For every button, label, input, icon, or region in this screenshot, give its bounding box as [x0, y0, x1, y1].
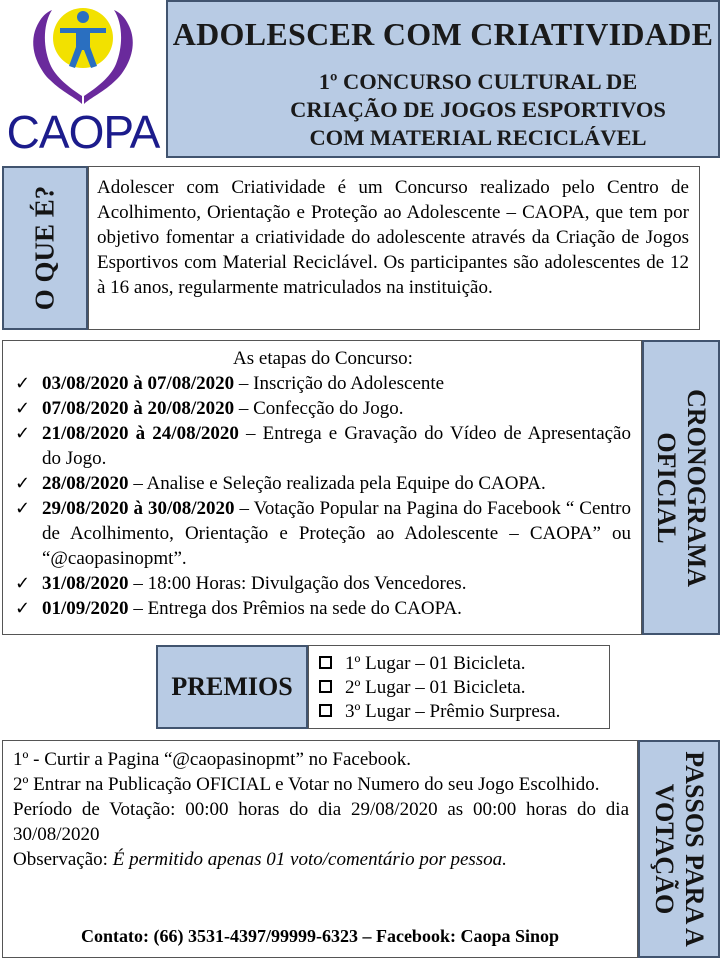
item-dates: 01/09/2020 [42, 598, 129, 619]
checkmark-icon: ✓ [15, 498, 31, 519]
item-desc: – Votação Popular na Pagina do Facebook “ Centro de Acolhimento, Orientação e Proteção ao Adolescente – CAOPA” ou “@caopasinopmt”. [42, 498, 631, 569]
item-desc: – Analise e Seleção realizada pela Equipe do CAOPA. [128, 473, 546, 494]
checkbox-icon [319, 656, 332, 669]
passos-label-text: PASSOS PARA A VOTAÇÃO [650, 751, 709, 947]
oque-section-label [2, 166, 88, 330]
list-item [15, 571, 631, 596]
cronograma-section-label [642, 340, 720, 635]
list-item [15, 471, 631, 496]
passos-section-label [638, 740, 720, 958]
contact-info: Contato: (66) 3531-4397/99999-6323 – Facebook: Caopa Sinop [80, 926, 559, 946]
list-item [15, 421, 631, 471]
header-banner [166, 0, 720, 158]
list-item [317, 652, 609, 676]
item-dates: 07/08/2020 à 20/08/2020 [42, 398, 235, 419]
item-desc: – Confecção do Jogo. [234, 398, 404, 419]
step-2: 2º Entrar na Publicação OFICIAL e Votar no Numero do seu Jogo Escolhido. [13, 774, 600, 795]
page-subtitle [278, 68, 678, 152]
item-dates: 03/08/2020 à 07/08/2020 [42, 373, 235, 394]
step-1: 1º - Curtir a Pagina “@caopasinopmt” no Facebook. [13, 749, 412, 770]
checkmark-icon: ✓ [15, 473, 31, 494]
logo-wordmark: CAOPA [6, 106, 160, 158]
hands-figure-icon [0, 0, 166, 112]
checkmark-icon: ✓ [15, 423, 31, 444]
item-dates: 21/08/2020 à 24/08/2020 [42, 423, 239, 444]
list-item [15, 496, 631, 571]
checkmark-icon: ✓ [15, 598, 31, 619]
item-desc: – Inscrição do Adolescente [234, 373, 445, 394]
list-item [15, 396, 631, 421]
oque-section-body [88, 166, 700, 330]
prize-text: 3º Lugar – Prêmio Surpresa. [345, 701, 561, 722]
oque-label-text: O QUE É? [29, 185, 60, 311]
observation [13, 847, 629, 872]
cronograma-section-body [2, 340, 642, 635]
list-item [317, 676, 609, 700]
passos-section-body [2, 740, 638, 958]
cronograma-list [15, 371, 631, 621]
item-dates: 29/08/2020 à 30/08/2020 [42, 498, 235, 519]
subtitle-line: COM MATERIAL RECICLÁVEL [309, 125, 647, 150]
observation-label: Observação: [13, 849, 113, 870]
cronograma-label-text: CRONOGRAMA OFICIAL [652, 388, 711, 587]
observation-text: É permitido apenas 01 voto/comentário por pessoa. [112, 849, 507, 870]
cronograma-heading: As etapas do Concurso: [233, 348, 413, 369]
prize-text: 2º Lugar – 01 Bicicleta. [345, 677, 526, 698]
caopa-logo [0, 0, 166, 158]
checkmark-icon: ✓ [15, 373, 31, 394]
checkmark-icon: ✓ [15, 398, 31, 419]
item-desc: – Entrega dos Prêmios na sede do CAOPA. [128, 598, 462, 619]
prize-text: 1º Lugar – 01 Bicicleta. [345, 653, 526, 674]
premios-section-label: PREMIOS [156, 645, 308, 729]
premios-list [317, 652, 609, 724]
list-item [317, 700, 609, 724]
item-desc: – Entrega e Gravação do Vídeo de Apresentação do Jogo. [42, 423, 631, 469]
subtitle-line: 1º CONCURSO CULTURAL DE [318, 69, 638, 94]
checkbox-icon [319, 680, 332, 693]
checkbox-icon [319, 704, 332, 717]
subtitle-line: CRIAÇÃO DE JOGOS ESPORTIVOS [290, 97, 666, 122]
item-dates: 28/08/2020 [42, 473, 129, 494]
oque-description: Adolescer com Criatividade é um Concurso realizado pelo Centro de Acolhimento, Orientação e Proteção ao Adolescente – CAOPA, que tem por objetivo fomentar a criatividade do adolescente através da Criação de Jogos Esportivos com Material Reciclável. Os participantes são adolescentes de 12 à 16 anos, regularmente matriculados na instituição. [97, 177, 689, 298]
checkmark-icon: ✓ [15, 573, 31, 594]
item-dates: 31/08/2020 [42, 573, 129, 594]
premios-section-body [308, 645, 610, 729]
item-desc: – 18:00 Horas: Divulgação dos Vencedores. [128, 573, 467, 594]
page-title: ADOLESCER COM CRIATIVIDADE [172, 16, 714, 52]
voting-period: Período de Votação: 00:00 horas do dia 29/08/2020 as 00:00 horas do dia 30/08/2020 [13, 799, 629, 845]
list-item [15, 371, 631, 396]
list-item [15, 596, 631, 621]
